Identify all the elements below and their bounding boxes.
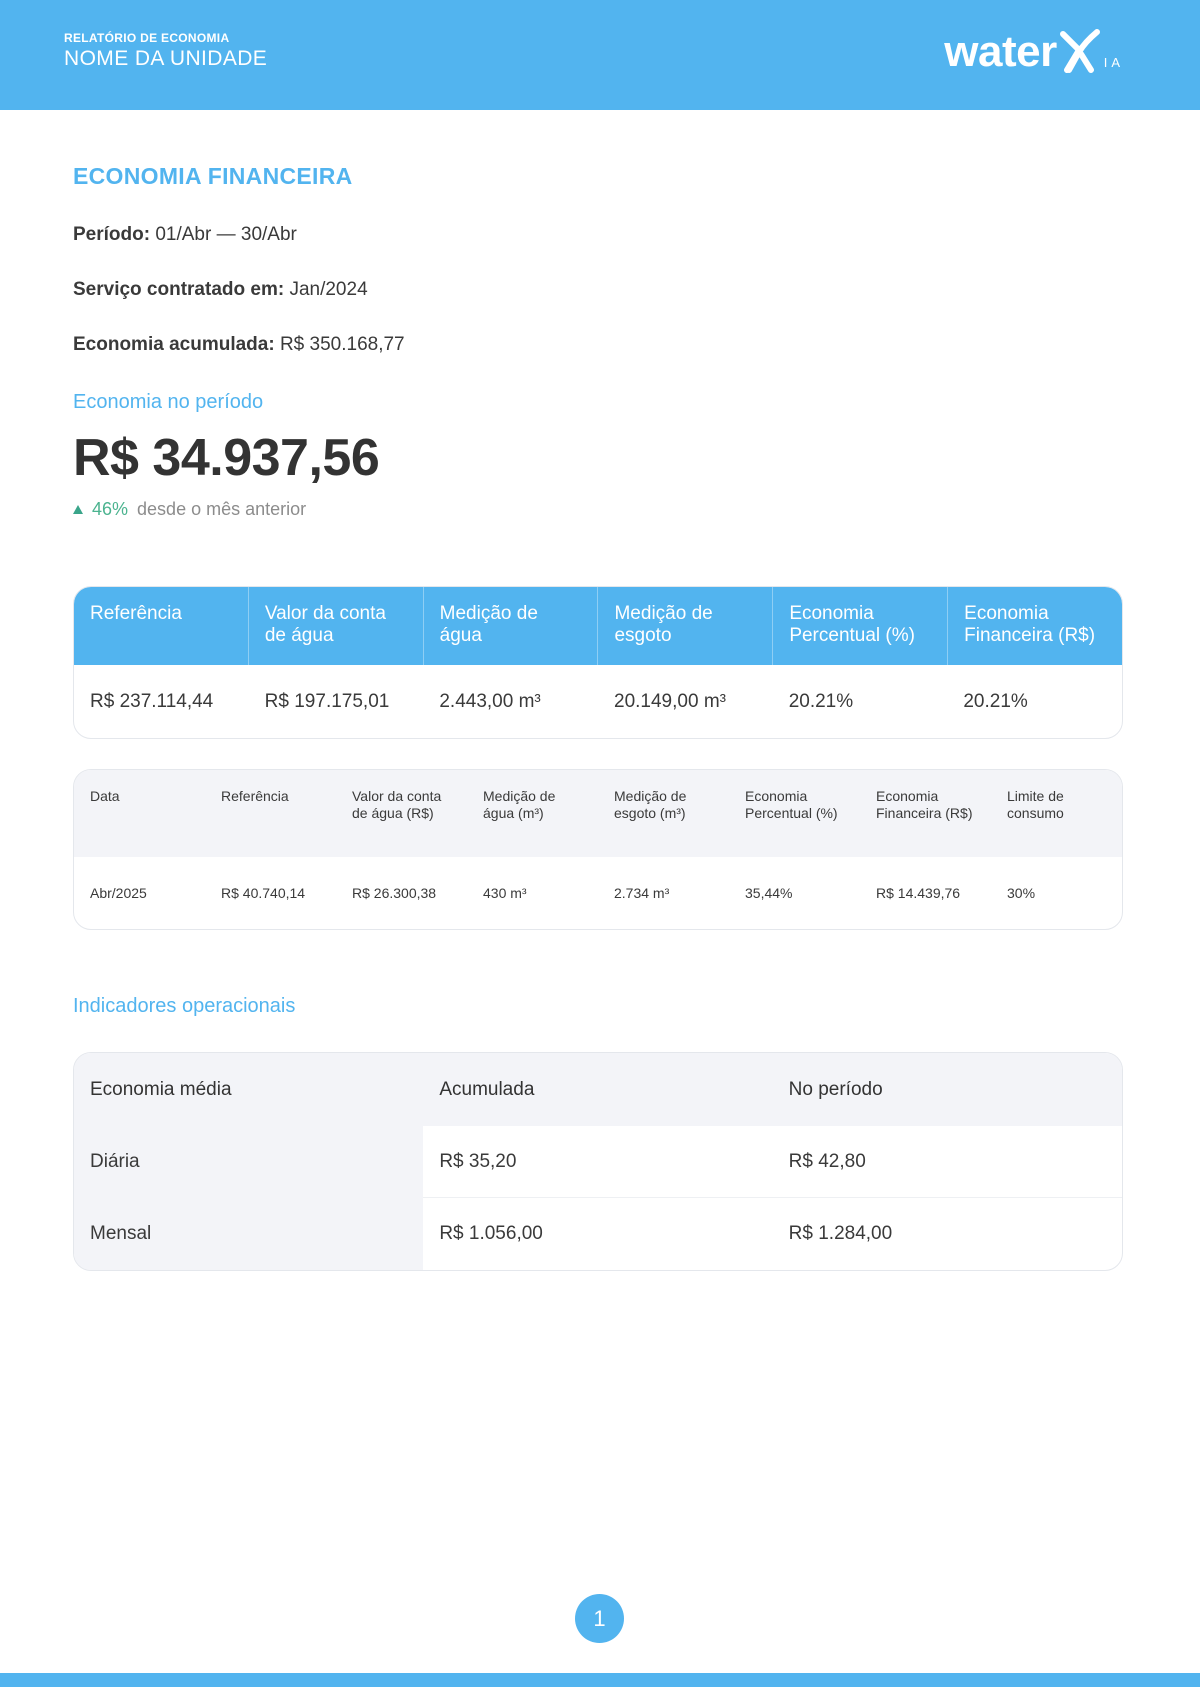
header-cell: Economia média [90, 1078, 232, 1100]
table-cell: R$ 237.114,44 [90, 690, 214, 712]
header-cell: Referência [221, 788, 289, 804]
report-kicker: RELATÓRIO DE ECONOMIA [64, 31, 230, 45]
header-cell: Valor da conta de água (R$) [352, 788, 442, 821]
summary-table-header [74, 587, 1122, 665]
accumulated-line [73, 334, 405, 356]
waterx-logo [944, 24, 1124, 74]
header-cell: Acumulada [439, 1078, 535, 1100]
change-indicator [73, 499, 306, 520]
triangle-up-icon [73, 505, 83, 514]
period-line [73, 224, 297, 246]
table-cell: R$ 14.439,76 [876, 885, 961, 901]
service-label: Serviço contratado em: [73, 279, 285, 300]
table-cell: R$ 40.740,14 [221, 885, 306, 901]
header-cell: Medição de água [424, 587, 599, 665]
unit-name: NOME DA UNIDADE [64, 47, 268, 70]
service-line [73, 279, 368, 301]
row-label: Mensal [74, 1198, 423, 1270]
detail-table-header [74, 770, 1122, 857]
table-cell: 20.149,00 m³ [614, 690, 726, 712]
header-cell: Economia Financeira (R$) [964, 603, 1096, 646]
logo-suffix: IA [1103, 55, 1124, 70]
table-cell: R$ 1.284,00 [788, 1223, 893, 1244]
period-value: 01/Abr — 30/Abr [155, 224, 297, 245]
page-number: 1 [575, 1594, 624, 1643]
table-cell: 2.443,00 m³ [439, 690, 541, 712]
header-cell: Medição de água (m³) [483, 788, 556, 821]
table-cell: R$ 35,20 [423, 1126, 772, 1198]
table-cell: 2.734 m³ [614, 885, 670, 901]
change-text: desde o mês anterior [137, 499, 307, 519]
table-row [74, 857, 1122, 929]
table-cell: 20.21% [963, 690, 1028, 712]
header-cell: Valor da conta de água [249, 587, 424, 665]
x-logo-icon [1059, 28, 1101, 74]
table-row [74, 665, 1122, 738]
header-cell: Economia Percentual (%) [773, 587, 948, 665]
table-cell: R$ 1.056,00 [439, 1223, 543, 1244]
header-cell: Limite de consumo [1007, 788, 1064, 821]
period-saving-amount: R$ 34.937,56 [73, 429, 380, 487]
accumulated-value: R$ 350.168,77 [279, 334, 405, 355]
detail-table [73, 769, 1123, 930]
header-cell: Medição de esgoto [598, 587, 773, 665]
period-label: Período: [73, 224, 151, 245]
footer-bar [0, 1673, 1200, 1687]
header-cell: Economia Financeira (R$) [876, 788, 973, 821]
header-cell: Referência [74, 587, 249, 665]
header-cell: Medição de esgoto (m³) [614, 788, 687, 821]
table-cell: R$ 197.175,01 [264, 690, 390, 712]
table-row [74, 1198, 1122, 1270]
indicators-table [73, 1052, 1123, 1271]
summary-table [73, 586, 1123, 739]
indicators-table-header [74, 1053, 1122, 1126]
header-cell: Economia Percentual (%) [745, 788, 838, 821]
table-cell: 30% [1007, 885, 1036, 901]
change-percent: 46% [92, 499, 129, 519]
header-cell: No período [788, 1078, 883, 1100]
table-cell: 20.21% [788, 690, 854, 712]
table-row [74, 1126, 1122, 1198]
period-saving-title: Economia no período [73, 391, 264, 413]
service-value: Jan/2024 [289, 279, 368, 300]
table-cell: 35,44% [745, 885, 793, 901]
report-header [0, 0, 1200, 110]
table-cell: Abr/2025 [90, 885, 147, 901]
table-cell: R$ 42,80 [773, 1126, 1122, 1198]
header-cell: Data [90, 788, 120, 804]
row-label: Diária [74, 1126, 423, 1198]
logo-wordmark: water [944, 27, 1057, 76]
accumulated-label: Economia acumulada: [73, 334, 275, 355]
indicators-title: Indicadores operacionais [73, 995, 296, 1017]
table-cell: 430 m³ [483, 885, 527, 901]
section-title-financial: ECONOMIA FINANCEIRA [73, 163, 353, 189]
table-cell: R$ 26.300,38 [352, 885, 437, 901]
